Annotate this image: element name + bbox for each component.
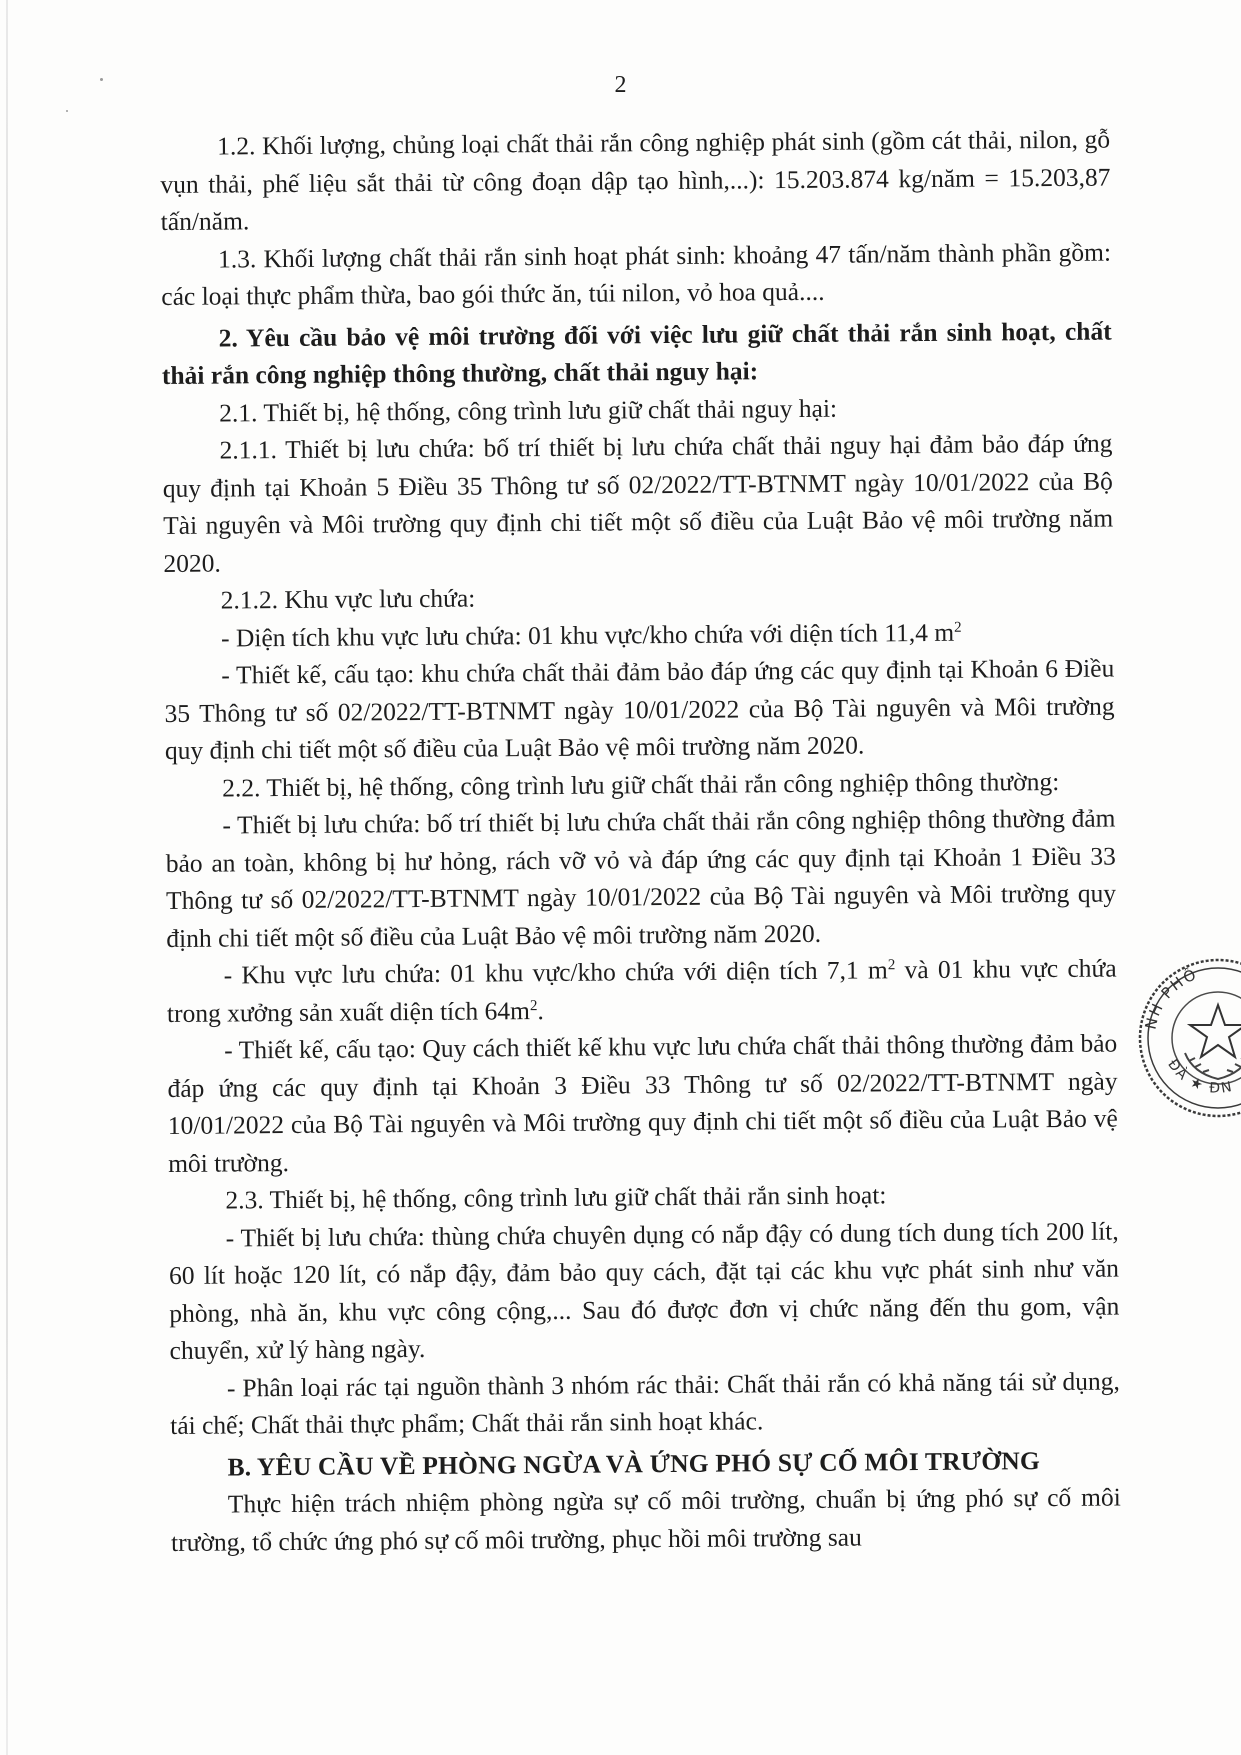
paragraph-2-1-1: 2.1.1. Thiết bị lưu chứa: bố trí thiết bị lưu chứa chất thải nguy hại đảm bảo đáp ứng quy định tại Khoản 5 Điều 35 Thông tư số 02/2022/TT-BTNMT ngày 10/01/2022 của Bộ Tài nguyên và Môi trường quy định chi tiết một số điều của Luật Bảo vệ môi trường năm 2020. [162, 428, 1114, 578]
scan-speck [66, 110, 68, 112]
section-b-heading: B. YÊU CẦU VỀ PHÒNG NGỪA VÀ ỨNG PHÓ SỰ CỐ MÔI TRƯỜNG [227, 1445, 1041, 1482]
paragraph-equipment-industrial: - Thiết bị lưu chứa: bố trí thiết bị lưu chứa chất thải rắn công nghiệp thông thường đảm bảo an toàn, không bị hư hỏng, rách vỡ vỏ và đáp ứng các quy định tại Khoản 1 Điều 33 Thông tư số 02/2022/TT-BTNMT ngày 10/01/2022 của Bộ Tài nguyên và Môi trường quy định chi tiết một số điều của Luật Bảo vệ môi trường năm 2020. [165, 803, 1117, 953]
paragraph-storage-area-industrial: - Khu vực lưu chứa: 01 khu vực/kho chứa với diện tích 7,1 $m^2$ và 01 khu vực chứa trong xưởng sản xuất diện tích $64m^2$. [166, 953, 1117, 1028]
paragraph-2-1-2: 2.1.2. Khu vực lưu chứa: [220, 583, 476, 615]
paragraph-2-1: 2.1. Thiết bị, hệ thống, công trình lưu giữ chất thải nguy hại: [219, 393, 838, 428]
seal-top-text: NH PHỐ [1141, 964, 1201, 1031]
paragraph-waste-sorting: - Phân loại rác tại nguồn thành 3 nhóm rác thải: Chất thải rắn có khả năng tái sử dụng, tái chế; Chất thải thực phẩm; Chất thải rắn sinh hoạt khác. [170, 1366, 1120, 1440]
official-seal [1133, 953, 1241, 1123]
paragraph-2-2: 2.2. Thiết bị, hệ thống, công trình lưu giữ chất thải rắn công nghiệp thông thường: [222, 766, 1060, 803]
paragraph-1-2: 1.2. Khối lượng, chủng loại chất thải rắn công nghiệp phát sinh (gồm cát thải, nilon, gỗ vụn thải, phế liệu sắt thải từ công đoạn dập tạo hình,...): 15.203.874 kg/năm = 15.203,87 tấn/năm. [160, 124, 1111, 236]
paragraph-design-hazardous: - Thiết kế, cấu tạo: khu chứa chất thải đảm bảo đáp ứng các quy định tại Khoản 6 Điều 35 Thông tư số 02/2022/TT-BTNMT ngày 10/01/2022 của Bộ Tài nguyên và Môi trường quy định chi tiết một số điều của Luật Bảo vệ môi trường năm 2020. [164, 653, 1115, 765]
star-icon [1190, 1005, 1241, 1057]
page-number: 2 [614, 72, 627, 98]
paragraph-design-industrial: - Thiết kế, cấu tạo: Quy cách thiết kế khu vực lưu chứa chất thải thông thường đảm bảo đáp ứng các quy định tại Khoản 3 Điều 33 Thông tư số 02/2022/TT-BTNMT ngày 10/01/2022 của Bộ Tài nguyên và Môi trường quy định chi tiết một số điều của Luật Bảo vệ môi trường. [167, 1028, 1118, 1178]
scan-edge [6, 0, 8, 1755]
paragraph-b-body: Thực hiện trách nhiệm phòng ngừa sự cố môi trường, chuẩn bị ứng phó sự cố môi trường, tổ chức ứng phó sự cố môi trường, phục hồi môi trường sau [170, 1482, 1121, 1557]
seal-bottom-text: ĐÀ ★ ĐN [1164, 1056, 1235, 1097]
document-body [160, 121, 1121, 1561]
paragraph-1-3: 1.3. Khối lượng chất thải rắn sinh hoạt phát sinh: khoảng 47 tấn/năm thành phần gồm: các loại thực phẩm thừa, bao gói thức ăn, túi nilon, vỏ hoa quả.... [161, 237, 1112, 311]
paragraph-storage-area: - Diện tích khu vực lưu chứa: 01 khu vực/kho chứa với diện tích 11,4 $m^2$ [220, 617, 962, 653]
paragraph-2-3: 2.3. Thiết bị, hệ thống, công trình lưu giữ chất thải rắn sinh hoạt: [225, 1180, 887, 1215]
section-2-heading: 2. Yêu cầu bảo vệ môi trường đối với việc lưu giữ chất thải rắn sinh hoạt, chất thải rắn công nghiệp thông thường, chất thải nguy hại: [161, 316, 1112, 390]
paragraph-equipment-domestic: - Thiết bị lưu chứa: thùng chứa chuyên dụng có nắp đậy có dung tích dung tích 200 lít, 60 lít hoặc 120 lít, có nắp đậy, đảm bảo quy cách, đặt tại các khu vực phát sinh như văn phòng, nhà ăn, khu vực công cộng,... Sau đó được đơn vị chức năng đến thu gom, vận chuyển, xử lý hàng ngày. [168, 1216, 1120, 1365]
